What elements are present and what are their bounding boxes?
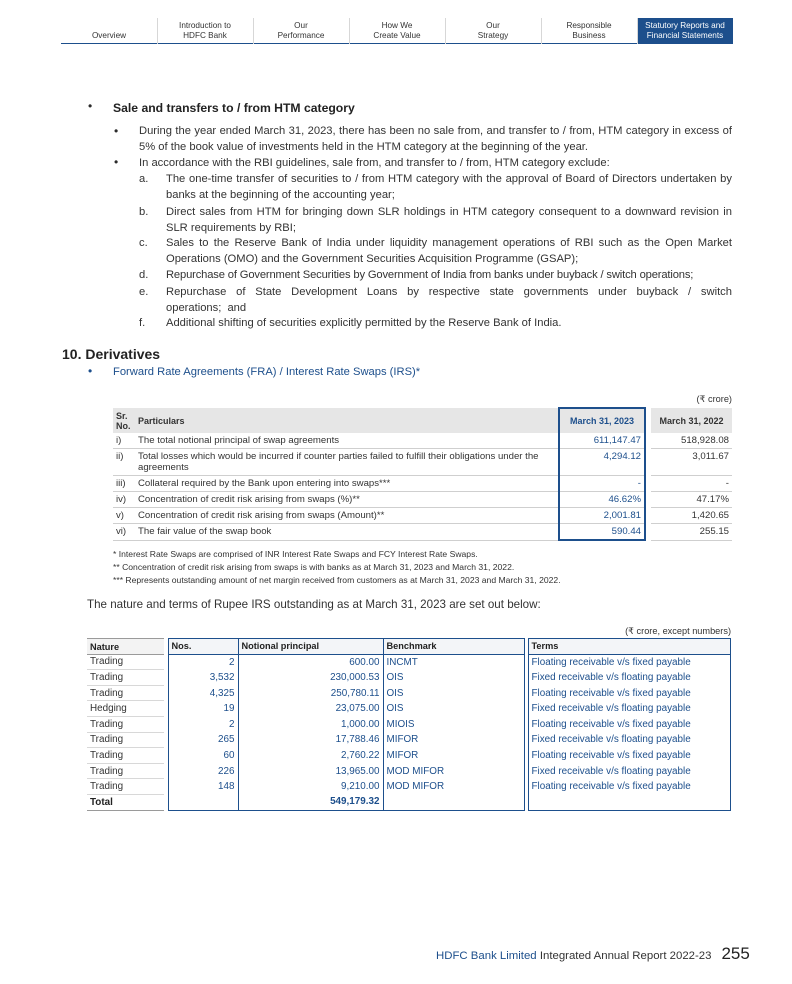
cell-nos: 2 — [168, 716, 238, 732]
list-item: Sales to the Reserve Bank of India under liquidity management operations of RBI such as the Open Market Operations (OMO) and the Government Securities Acquisition Programme (GSAP); — [166, 237, 732, 265]
bullet-icon: • — [114, 155, 119, 169]
cell-particulars: The total notional principal of swap agreements — [135, 433, 559, 449]
footer-text — [436, 950, 711, 962]
htm-bullet-1: During the year ended March 31, 2023, there has been no sale from, and transfer to / from, HTM category in excess of 5% of the book value of investments held in the HTM category at the beginning of the year. — [139, 125, 732, 153]
cell-nos: 60 — [168, 748, 238, 764]
cell-nos: 148 — [168, 779, 238, 795]
cell-sr: vi) — [113, 524, 135, 541]
cell-particulars: Concentration of credit risk arising from swaps (%)** — [135, 492, 559, 508]
tab-statutory-reports[interactable]: Statutory Reports and Financial Statements — [637, 18, 733, 43]
tab-strategy[interactable]: Our Strategy — [445, 18, 541, 43]
total-row — [87, 794, 731, 810]
cell-benchmark: MOD MIFOR — [383, 763, 524, 779]
footer-report: Integrated Annual Report 2022-23 — [539, 950, 712, 962]
footer-brand: HDFC Bank Limited — [436, 950, 537, 962]
cell-benchmark — [383, 794, 524, 810]
bullet-icon: • — [88, 364, 93, 378]
cell-nos: 19 — [168, 701, 238, 717]
list-marker: f. — [139, 317, 146, 329]
table-row — [87, 685, 731, 701]
cell-particulars: The fair value of the swap book — [135, 524, 559, 541]
htm-heading: Sale and transfers to / from HTM category — [113, 101, 355, 115]
cell-2022: 518,928.08 — [651, 433, 732, 449]
cell-2022: 47.17% — [651, 492, 732, 508]
col-header-particulars: Particulars — [135, 408, 559, 433]
tab-responsible-business[interactable]: Responsible Business — [541, 18, 637, 43]
cell-2022: 1,420.65 — [651, 508, 732, 524]
tab-create-value[interactable]: How We Create Value — [349, 18, 445, 43]
cell-nos: 4,325 — [168, 685, 238, 701]
cell-terms: Fixed receivable v/s floating payable — [528, 670, 731, 686]
cell-terms: Floating receivable v/s fixed payable — [528, 654, 731, 670]
cell-terms: Fixed receivable v/s floating payable — [528, 763, 731, 779]
col-header-notional: Notional principal — [238, 639, 383, 655]
cell-sr: ii) — [113, 449, 135, 476]
cell-nos: 2 — [168, 654, 238, 670]
cell-terms — [528, 794, 731, 810]
col-header-nos: Nos. — [168, 639, 238, 655]
table-row — [87, 732, 731, 748]
cell-2023: 611,147.47 — [559, 433, 645, 449]
table-row — [113, 508, 732, 524]
cell-particulars: Total losses which would be incurred if counter parties failed to fulfill their obligations under the agreements — [135, 449, 559, 476]
table-row — [87, 779, 731, 795]
cell-nos — [168, 794, 238, 810]
cell-benchmark: OIS — [383, 670, 524, 686]
col-header-2022: March 31, 2022 — [651, 408, 732, 433]
table-row — [113, 449, 732, 476]
cell-total-notional: 549,179.32 — [238, 794, 383, 810]
cell-notional: 230,000.53 — [238, 670, 383, 686]
list-marker: b. — [139, 206, 149, 218]
cell-2022: - — [651, 476, 732, 492]
page-number: 255 — [721, 944, 750, 963]
footnote: * Interest Rate Swaps are comprised of INR Interest Rate Swaps and FCY Interest Rate Swaps. — [113, 549, 478, 559]
cell-terms: Floating receivable v/s fixed payable — [528, 779, 731, 795]
cell-benchmark: MIFOR — [383, 748, 524, 764]
cell-2023: 2,001.81 — [559, 508, 645, 524]
cell-2022: 255.15 — [651, 524, 732, 541]
table-row — [87, 716, 731, 732]
cell-2023: 4,294.12 — [559, 449, 645, 476]
table-row — [113, 433, 732, 449]
col-header-sr: Sr. No. — [113, 408, 135, 433]
cell-nature: Trading — [87, 685, 164, 701]
cell-nature: Trading — [87, 779, 164, 795]
table-row — [113, 524, 732, 541]
cell-notional: 17,788.46 — [238, 732, 383, 748]
cell-nature: Hedging — [87, 701, 164, 717]
cell-terms: Floating receivable v/s fixed payable — [528, 685, 731, 701]
footnote: ** Concentration of credit risk arising from swaps is with banks as at March 31, 2023 and March 31, 2022. — [113, 562, 515, 572]
table-row — [87, 763, 731, 779]
list-item: Repurchase of Government Securities by Government of India from banks under buyback / switch operations; — [166, 269, 694, 281]
cell-sr: i) — [113, 433, 135, 449]
irs-intro: The nature and terms of Rupee IRS outstanding as at March 31, 2023 are set out below: — [87, 598, 541, 611]
list-item: The one-time transfer of securities to / from HTM category with the approval of Board of Directors undertaken by banks at the beginning of the accounting year; — [166, 173, 732, 201]
cell-terms: Fixed receivable v/s floating payable — [528, 701, 731, 717]
cell-particulars: Concentration of credit risk arising from swaps (Amount)** — [135, 508, 559, 524]
cell-nature: Trading — [87, 763, 164, 779]
col-header-benchmark: Benchmark — [383, 639, 524, 655]
table-row — [87, 670, 731, 686]
cell-nature: Trading — [87, 732, 164, 748]
bullet-icon: • — [88, 99, 93, 113]
cell-notional: 13,965.00 — [238, 763, 383, 779]
list-item: Direct sales from HTM for bringing down SLR holdings in HTM category consequent to a downward revision in SLR requirements by RBI; — [166, 206, 732, 234]
col-header-nature: Nature — [87, 639, 164, 655]
col-header-2023: March 31, 2023 — [559, 408, 645, 433]
cell-sr: iv) — [113, 492, 135, 508]
cell-2023: 590.44 — [559, 524, 645, 541]
cell-benchmark: MOD MIFOR — [383, 779, 524, 795]
cell-2023: - — [559, 476, 645, 492]
table-row — [87, 654, 731, 670]
cell-terms: Floating receivable v/s fixed payable — [528, 716, 731, 732]
cell-benchmark: INCMT — [383, 654, 524, 670]
cell-nos: 226 — [168, 763, 238, 779]
cell-2022: 3,011.67 — [651, 449, 732, 476]
tab-introduction[interactable]: Introduction to HDFC Bank — [157, 18, 253, 43]
cell-notional: 23,075.00 — [238, 701, 383, 717]
cell-notional: 2,760.22 — [238, 748, 383, 764]
section-nav — [61, 18, 733, 44]
cell-nature: Trading — [87, 670, 164, 686]
tab-performance[interactable]: Our Performance — [253, 18, 349, 43]
list-marker: e. — [139, 286, 149, 298]
cell-benchmark: MIFOR — [383, 732, 524, 748]
cell-2023: 46.62% — [559, 492, 645, 508]
list-marker: a. — [139, 173, 149, 185]
cell-nos: 3,532 — [168, 670, 238, 686]
table-row — [113, 476, 732, 492]
unit-label: (₹ crore) — [696, 394, 732, 404]
footnote: *** Represents outstanding amount of net margin received from customers as at March 31, 2023 and March 31, 2022. — [113, 575, 561, 585]
cell-sr: v) — [113, 508, 135, 524]
list-item: Additional shifting of securities explicitly permitted by the Reserve Bank of India. — [166, 317, 562, 329]
unit-label: (₹ crore, except numbers) — [625, 626, 731, 636]
cell-notional: 1,000.00 — [238, 716, 383, 732]
list-item: Repurchase of State Development Loans by respective state governments under buyback / switch operations; and — [166, 286, 732, 314]
page-footer — [436, 944, 750, 964]
col-header-terms: Terms — [528, 639, 731, 655]
irs-table — [87, 638, 731, 811]
cell-nature: Trading — [87, 748, 164, 764]
cell-particulars: Collateral required by the Bank upon entering into swaps*** — [135, 476, 559, 492]
cell-sr: iii) — [113, 476, 135, 492]
table-row — [87, 748, 731, 764]
cell-notional: 250,780.11 — [238, 685, 383, 701]
table-row — [87, 701, 731, 717]
cell-nos: 265 — [168, 732, 238, 748]
cell-nature: Trading — [87, 654, 164, 670]
tab-overview[interactable]: Overview — [91, 31, 127, 40]
cell-nature: Trading — [87, 716, 164, 732]
swap-table — [113, 407, 732, 541]
table-row — [113, 492, 732, 508]
cell-terms: Floating receivable v/s fixed payable — [528, 748, 731, 764]
derivatives-subtitle: Forward Rate Agreements (FRA) / Interest Rate Swaps (IRS)* — [113, 366, 421, 378]
cell-benchmark: OIS — [383, 685, 524, 701]
cell-notional: 9,210.00 — [238, 779, 383, 795]
cell-notional: 600.00 — [238, 654, 383, 670]
cell-benchmark: OIS — [383, 701, 524, 717]
section-title: 10. Derivatives — [62, 346, 161, 362]
bullet-icon: • — [114, 124, 119, 138]
cell-terms: Fixed receivable v/s floating payable — [528, 732, 731, 748]
list-marker: d. — [139, 269, 149, 281]
cell-benchmark: MIOIS — [383, 716, 524, 732]
list-marker: c. — [139, 237, 148, 249]
htm-bullet-2: In accordance with the RBI guidelines, sale from, and transfer to / from, HTM category exclude: — [139, 157, 610, 169]
cell-total-label: Total — [87, 794, 164, 810]
